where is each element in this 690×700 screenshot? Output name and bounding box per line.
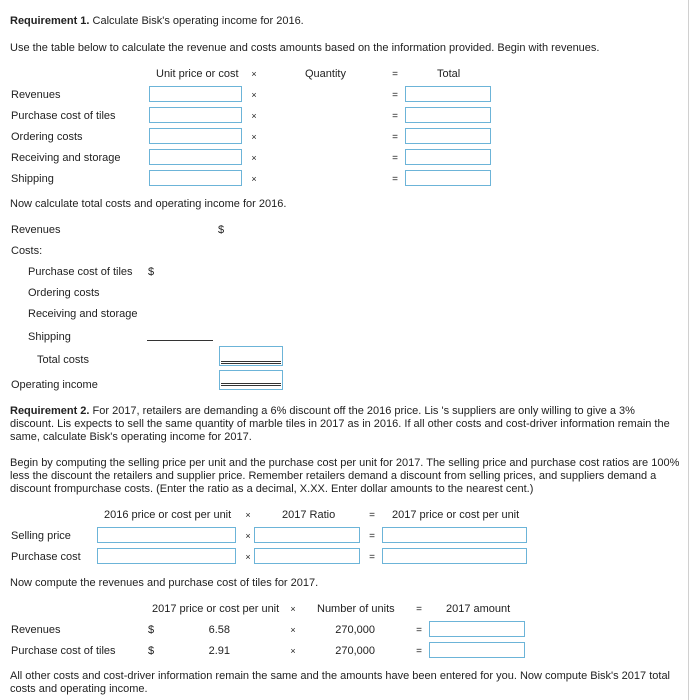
times-op: ×: [290, 625, 296, 635]
dollar-sign: $: [148, 624, 155, 636]
header-equals: =: [369, 510, 375, 521]
dollar-sign: $: [148, 645, 155, 657]
selling-price-ratio-input[interactable]: [254, 527, 360, 543]
ordering-unit-cost-input[interactable]: [149, 128, 242, 144]
income-revenues-label: Revenues: [11, 224, 61, 236]
revenues-2017-amount-input[interactable]: [429, 621, 525, 637]
equals-op: =: [369, 531, 375, 542]
shipping-total-input[interactable]: [405, 170, 491, 186]
row-label-selling-price: Selling price: [11, 530, 71, 542]
purchase-total-input[interactable]: [405, 107, 491, 123]
req1-title-rest: Calculate Bisk's operating income for 2016.: [89, 15, 304, 27]
times-op: ×: [251, 153, 257, 163]
purchase-cost-2017-input[interactable]: [382, 548, 527, 564]
header-2017-amount: 2017 amount: [446, 603, 511, 615]
shipping-unit-cost-input[interactable]: [149, 170, 242, 186]
times-op: ×: [251, 111, 257, 121]
rev-row-label-revenues: Revenues: [11, 624, 61, 636]
total-costs-double-underline: [221, 361, 281, 364]
times-op: ×: [251, 174, 257, 184]
purchase-cost-2016-input[interactable]: [97, 548, 236, 564]
purchase-2017-amount-input[interactable]: [429, 642, 525, 658]
times-op: ×: [245, 552, 251, 562]
header-times: ×: [251, 69, 257, 79]
row-label-revenues: Revenues: [11, 89, 61, 101]
row-label-purchase-cost: Purchase cost of tiles: [11, 110, 116, 122]
purchase-cost-ratio-input[interactable]: [254, 548, 360, 564]
operating-income-input[interactable]: [219, 370, 283, 390]
header-2017-price-unit: 2017 price or cost per unit: [152, 603, 280, 615]
dollar-sign: $: [218, 224, 225, 236]
income-costs-label: Costs:: [11, 245, 43, 257]
equals-op: =: [369, 552, 375, 563]
income-operating-income-label: Operating income: [11, 379, 98, 391]
income-shipping-label: Shipping: [28, 331, 71, 343]
req2-instruction: Begin by computing the selling price per unit and the purchase cost per unit for 2017. The selling price and purchase cost ratios are 100% less the discount the retailers and supplier price. Remember retailers demand a discount from selling prices, and suppliers demand a discount frompurchase costs. (Enter the ratio as a decimal, X.XX. Enter dollar amounts to the nearest cent.): [10, 457, 680, 495]
header-2016-price: 2016 price or cost per unit: [104, 509, 232, 521]
header-2017-ratio: 2017 Ratio: [282, 509, 336, 521]
income-purchase-label: Purchase cost of tiles: [28, 266, 133, 278]
selling-price-2016-input[interactable]: [97, 527, 236, 543]
row-label-receiving-storage: Receiving and storage: [11, 152, 121, 164]
revenues-total-input[interactable]: [405, 86, 491, 102]
ordering-total-input[interactable]: [405, 128, 491, 144]
equals-op: =: [392, 90, 398, 101]
header-equals: =: [416, 604, 422, 615]
header-times: ×: [245, 510, 251, 520]
row-label-ordering-costs: Ordering costs: [11, 131, 83, 143]
times-op: ×: [251, 132, 257, 142]
equals-op: =: [392, 153, 398, 164]
times-op: ×: [251, 90, 257, 100]
rev-instruction: Now compute the revenues and purchase cost of tiles for 2017.: [10, 577, 319, 589]
income-total-costs-label: Total costs: [37, 354, 89, 366]
header-times: ×: [290, 604, 296, 614]
header-equals: =: [392, 69, 398, 80]
purchase-unit-cost-input[interactable]: [149, 107, 242, 123]
selling-price-2017-input[interactable]: [382, 527, 527, 543]
revenues-unit-price-input[interactable]: [149, 86, 242, 102]
header-number-of-units: Number of units: [317, 603, 395, 615]
req2-footer: All other costs and cost-driver information remain the same and the amounts have been entered for you. Now compute Bisk's 2017 total costs and operating income.: [10, 670, 671, 695]
header-total: Total: [437, 68, 461, 80]
header-2017-price: 2017 price or cost per unit: [392, 509, 520, 521]
req2-title: [10, 405, 680, 444]
header-unit-price: Unit price or cost: [156, 68, 239, 80]
req1-title-bold: Requirement 1.: [10, 15, 90, 27]
row-label-shipping: Shipping: [11, 173, 54, 185]
req1-instruction: Use the table below to calculate the revenue and costs amounts based on the information provided. Begin with revenues.: [10, 42, 600, 54]
revenues-price-value: 6.58: [208, 624, 230, 636]
req2-title-rest: For 2017, retailers are demanding a 6% discount off the 2016 price. Lis 's suppliers are only willing to give a 3% discount. Lis expects to sell the same quantity of marble tiles in 2017 as in 2016. If all other costs and cost-driver information remain the same, calculate Bisk's operating income for 2017.: [10, 405, 670, 443]
equals-op: =: [392, 132, 398, 143]
receiving-unit-cost-input[interactable]: [149, 149, 242, 165]
header-quantity: Quantity: [305, 68, 346, 80]
req2-title-bold: Requirement 2.: [10, 405, 90, 417]
times-op: ×: [290, 646, 296, 656]
equals-op: =: [392, 174, 398, 185]
operating-income-double-underline: [221, 383, 281, 386]
revenues-units-value: 270,000: [335, 624, 375, 636]
receiving-total-input[interactable]: [405, 149, 491, 165]
purchase-price-value: 2.91: [208, 645, 230, 657]
equals-op: =: [416, 625, 422, 636]
income-ordering-label: Ordering costs: [28, 287, 100, 299]
req1-title: [10, 15, 304, 28]
times-op: ×: [245, 531, 251, 541]
equals-op: =: [416, 646, 422, 657]
totals-instruction: Now calculate total costs and operating income for 2016.: [10, 198, 287, 210]
income-receiving-label: Receiving and storage: [28, 308, 138, 320]
rev-row-label-purchase-cost: Purchase cost of tiles: [11, 645, 116, 657]
dollar-sign: $: [148, 266, 155, 278]
equals-op: =: [392, 111, 398, 122]
row-label-purchase-cost-2017: Purchase cost: [11, 551, 81, 563]
shipping-underline: [147, 340, 213, 341]
purchase-units-value: 270,000: [335, 645, 375, 657]
